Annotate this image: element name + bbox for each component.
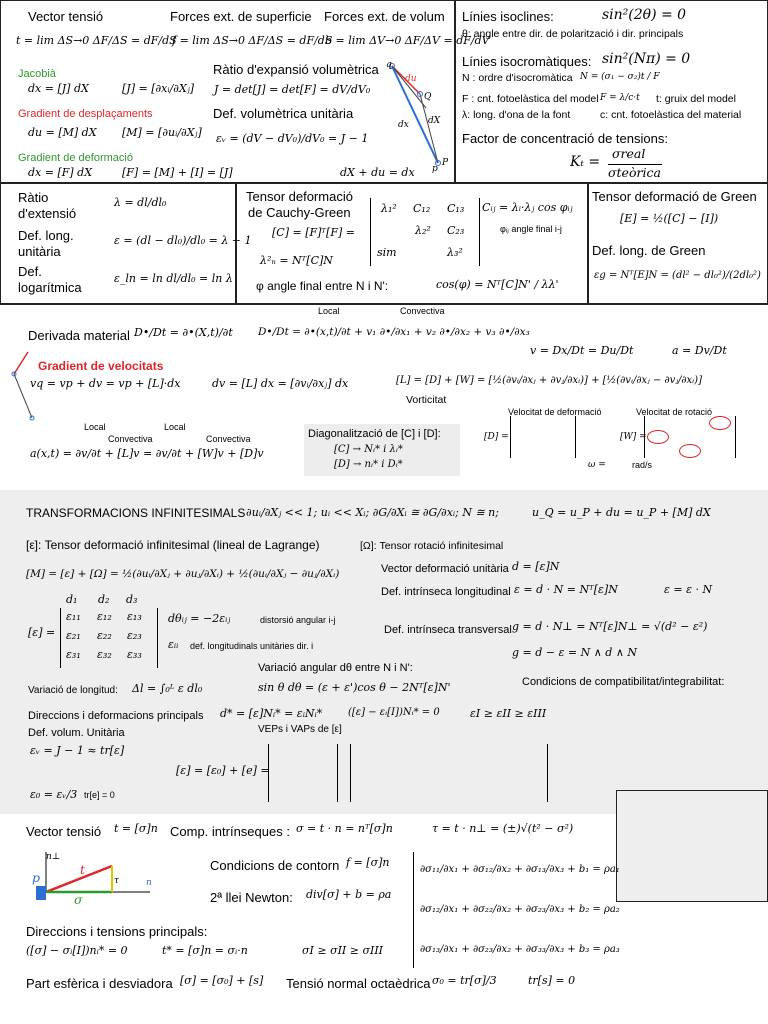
var-long-formula: Δl = ∫₀ᴸ ε dl₀ bbox=[132, 682, 203, 695]
isocromatiques-l3: λ: long. d'ona de la font bbox=[462, 109, 571, 121]
tensio-vector-label: Vector tensió bbox=[26, 824, 102, 839]
isoclines-formula: sin²(2θ) = 0 bbox=[602, 7, 687, 23]
def-vol-formula: εᵥ = J − 1 ≈ tr[ε] bbox=[30, 744, 125, 757]
material-formula-3: vq = vp + dv = vp + [L]·dx bbox=[30, 377, 181, 390]
stress-label-n: n bbox=[146, 878, 152, 888]
distorsio-formula: dθᵢⱼ = −2εᵢⱼ bbox=[168, 612, 231, 625]
def-int-formula: ε = d · N = Nᵀ[ε]N bbox=[514, 583, 618, 596]
matrix-cell: sim bbox=[377, 246, 397, 259]
compat-box bbox=[616, 790, 768, 902]
isocromatiques-l2f: F = λ/c·t bbox=[600, 93, 640, 103]
green-formula-1: [E] = ½([C] − [I]) bbox=[620, 212, 719, 225]
cauchy-green-angle-text: φ angle final entre N i N': bbox=[256, 279, 389, 293]
matrix-cell: ε₂₃ bbox=[127, 629, 142, 642]
eps0-matrix bbox=[268, 744, 338, 802]
diagram-Q-label: Q bbox=[424, 92, 432, 102]
eii-text: def. longitudinals unitàries dir. i bbox=[190, 641, 314, 651]
green-formula-2: εg = Nᵀ[E]N = (dl² − dl₀²)/(2dl₀²) bbox=[594, 270, 761, 281]
ratio-label-1b: d'extensió bbox=[18, 206, 77, 221]
forces-superficie-formula: f = lim ΔS→0 ΔF/ΔS = dF/dS bbox=[172, 34, 333, 47]
ratio-volumetrica-title: Ràtio d'expansió volumètrica bbox=[213, 62, 379, 77]
stress-label-sigma: σ bbox=[74, 892, 83, 907]
isocromatiques-l2: F : cnt. fotoelàstica del model bbox=[462, 93, 599, 105]
distorsio-text: distorsió angular i-j bbox=[260, 615, 336, 625]
g-vector: g = d − ε = N ∧ d ∧ N bbox=[512, 646, 637, 659]
octa-label: Tensió normal octaèdrica bbox=[286, 976, 431, 991]
ratio-label-3: Def. bbox=[18, 264, 42, 279]
transversal-label: Def. intrínseca transversal bbox=[384, 624, 512, 636]
eps0-formula: ε₀ = εᵥ/3 bbox=[30, 788, 78, 801]
dir-tens-formula-1: ([σ] − σᵢ[I])nᵢ* = 0 bbox=[26, 944, 128, 957]
diagram-q-label: q bbox=[386, 60, 392, 70]
equations-brace bbox=[413, 852, 416, 968]
d3-label: d₃ bbox=[126, 593, 138, 606]
dir-tens-formula-2: t* = [σ]n = σᵢ·n bbox=[162, 944, 248, 957]
omega-label: ω = bbox=[588, 460, 606, 470]
isocromatiques-l1: N : ordre d'isocromàtica bbox=[462, 72, 573, 84]
cauchy-green-phi-note: φᵢⱼ angle final i-j bbox=[500, 224, 562, 234]
eps-matrix bbox=[60, 608, 158, 668]
omega-title: [Ω]: Tensor rotació infinitesimal bbox=[360, 540, 504, 552]
matrix-cell: ε₃₁ bbox=[66, 648, 81, 661]
gradient-deformacio-formula-1: dx = [F] dX bbox=[28, 166, 93, 179]
cauchy-green-matrix bbox=[370, 198, 480, 266]
w-highlight bbox=[709, 416, 731, 430]
deviatoric-matrix bbox=[350, 744, 548, 802]
contorn-formula: f = [σ]n bbox=[346, 856, 390, 869]
gradient-deformacio-label: Gradient de deformació bbox=[18, 152, 133, 164]
diagram-dX-label: dX bbox=[428, 116, 441, 126]
gradient-desplacament-formula-1: du = [M] dX bbox=[28, 126, 97, 139]
stress-label-tau: τ bbox=[114, 876, 119, 886]
newton-formula: div[σ] + b = ρa bbox=[306, 888, 392, 901]
matrix-cell: ε₁₃ bbox=[127, 610, 142, 623]
contorn-label: Condicions de contorn bbox=[210, 858, 340, 873]
dir-tens-formula-3: σI ≥ σII ≥ σIII bbox=[302, 944, 384, 957]
infinitesimal-uQ: u_Q = u_P + du = u_P + [M] dX bbox=[532, 506, 711, 519]
material-local-label: Local bbox=[318, 306, 340, 316]
diagram-P-label: P bbox=[442, 158, 449, 168]
matrix-cell: C₁₃ bbox=[447, 202, 465, 215]
tensio-comp-formula-2: τ = t · n⊥ = (±)√(t² − σ²) bbox=[432, 822, 574, 835]
def-volumetrica-formula: εᵥ = (dV − dV₀)/dV₀ = J − 1 bbox=[216, 132, 369, 145]
octa-formula: σ₀ = tr[σ]/3 bbox=[432, 974, 497, 987]
diagram-sum-formula: dX + du = dx bbox=[340, 166, 415, 179]
d1-label: d₁ bbox=[66, 593, 78, 606]
W-matrix-label: [W] = bbox=[620, 432, 647, 442]
material-a: a = Dv/Dt bbox=[672, 344, 727, 357]
newton-label: 2ª llei Newton: bbox=[210, 890, 293, 905]
concentracio-num: σreal bbox=[612, 146, 646, 161]
accel-local-label-2: Local bbox=[164, 422, 186, 432]
eps-matrix-label: [ε] = bbox=[28, 626, 56, 639]
D-matrix-label: [D] = bbox=[484, 432, 509, 442]
material-formula-5: [L] = [D] + [W] = [½(∂vᵢ/∂xⱼ + ∂vⱼ/∂xᵢ)] + [½(∂vᵢ/∂xⱼ − ∂vⱼ/∂xᵢ)] bbox=[396, 375, 702, 386]
isocromatiques-l3b: c: cnt. fotoelàstica del material bbox=[600, 109, 742, 121]
material-label: Derivada material bbox=[28, 328, 130, 343]
var-long-label: Variació de longitud: bbox=[28, 685, 118, 696]
diagram-p-label: p bbox=[432, 164, 438, 174]
material-convectiva-label: Convectiva bbox=[400, 306, 445, 316]
var-ang-label: Variació angular dθ entre N i N': bbox=[258, 662, 413, 674]
matrix-cell: ε₂₂ bbox=[97, 629, 112, 642]
ratio-label-2: Def. long. bbox=[18, 228, 74, 243]
isoclines-desc: θ: angle entre dir. de polarització i dir. principals bbox=[462, 28, 684, 40]
accel-convectiva-label-2: Convectiva bbox=[206, 434, 251, 444]
newton-eq-2: ∂σ₁₂/∂x₁ + ∂σ₂₂/∂x₂ + ∂σ₂₃/∂x₃ + b₂ = ρa₂ bbox=[420, 904, 620, 915]
W-matrix bbox=[644, 416, 736, 458]
dir-def-formula-3: εI ≥ εII ≥ εIII bbox=[470, 707, 547, 720]
gradient-desplacament-label: Gradient de desplaçaments bbox=[18, 108, 153, 120]
tr-e: tr[e] = 0 bbox=[84, 790, 115, 800]
gradient-deformacio-formula-2: [F] = [M] + [I] = [J] bbox=[122, 166, 233, 179]
forces-volum-title: Forces ext. de volum bbox=[324, 9, 445, 24]
green-sub: Def. long. de Green bbox=[592, 243, 706, 258]
diagram-dx-label: dx bbox=[398, 120, 409, 130]
eii-formula: εᵢᵢ bbox=[168, 638, 179, 651]
compat-label: Condicions de compatibilitat/integrabilitat: bbox=[522, 676, 725, 688]
matrix-cell: C₁₂ bbox=[413, 202, 431, 215]
matrix-cell: λ₁² bbox=[381, 202, 397, 215]
trs-formula: tr[s] = 0 bbox=[528, 974, 576, 987]
def-int-label: Def. intrínseca longitudinal bbox=[381, 586, 511, 598]
accel-convectiva-label: Convectiva bbox=[108, 434, 153, 444]
cauchy-green-title: Tensor deformació bbox=[246, 189, 353, 204]
concentracio-den: σteòrica bbox=[608, 165, 661, 180]
ratio-formula-1: λ = dl/dl₀ bbox=[114, 196, 167, 209]
rads-label: rad/s bbox=[632, 460, 653, 470]
var-ang-formula: sin θ dθ = (ε + ε')cos θ − 2Nᵀ[ε]N' bbox=[258, 681, 451, 694]
material-formula-4: dv = [L] dx = [∂vᵢ/∂xⱼ] dx bbox=[212, 377, 349, 390]
ratio-label-2b: unitària bbox=[18, 244, 61, 259]
dir-def-label: Direccions i deformacions principals bbox=[28, 710, 204, 722]
def-vol-label: Def. volum. Unitària bbox=[28, 727, 125, 739]
tensio-comp-label: Comp. intrínseques : bbox=[170, 824, 290, 839]
cauchy-green-lambdaN: λ²ₙ = Nᵀ[C]N bbox=[260, 254, 333, 267]
ratio-label-3b: logarítmica bbox=[18, 280, 82, 295]
ratio-formula-2: ε = (dl − dl₀)/dl₀ = λ − 1 bbox=[114, 234, 252, 247]
tensio-comp-formula-1: σ = t · n = nᵀ[σ]n bbox=[296, 822, 393, 835]
tensio-vector-formula: t = [σ]n bbox=[114, 822, 158, 835]
matrix-cell: λ₂² bbox=[415, 224, 431, 237]
green-title: Tensor deformació de Green bbox=[592, 189, 757, 204]
vel-rot-label: Velocitat de rotació bbox=[636, 407, 713, 417]
material-formula-2: D•/Dt = ∂•(x,t)/∂t + v₁ ∂•/∂x₁ + v₂ ∂•/∂x₂ + v₃ ∂•/∂x₃ bbox=[258, 326, 530, 338]
vec-def-label: Vector deformació unitària bbox=[381, 563, 509, 575]
accel-formula: a(x,t) = ∂v/∂t + [L]v = ∂v/∂t + [W]v + [D]v bbox=[30, 447, 264, 460]
jacobia-label: Jacobià bbox=[18, 68, 56, 80]
matrix-cell: λ₃² bbox=[447, 246, 463, 259]
stress-label-n-perp: n⊥ bbox=[46, 852, 61, 862]
vec-def-formula: d = [ε]N bbox=[512, 560, 560, 573]
matrix-cell: ε₂₁ bbox=[66, 629, 81, 642]
gradient-desplacament-formula-2: [M] = [∂uᵢ/∂Xⱼ] bbox=[122, 126, 202, 139]
infinitesimal-cond: ∂uᵢ/∂Xⱼ << 1; uᵢ << Xᵢ; ∂G/∂Xᵢ ≅ ∂G/∂xᵢ; N ≅ n; bbox=[246, 506, 499, 519]
d2-label: d₂ bbox=[98, 593, 110, 606]
vector-tensio-title: Vector tensió bbox=[28, 9, 104, 24]
concentracio-title: Factor de concentració de tensions: bbox=[462, 131, 668, 146]
isoclines-title: Línies isoclines: bbox=[462, 9, 554, 24]
stress-label-t: t bbox=[80, 862, 86, 877]
ratio-formula-3: ε_ln = ln dl/dl₀ = ln λ bbox=[114, 272, 233, 285]
newton-eq-3: ∂σ₁₃/∂x₁ + ∂σ₂₃/∂x₂ + ∂σ₃₃/∂x₃ + b₃ = ρa₃ bbox=[420, 944, 620, 955]
isocromatiques-l2b: t: gruix del model bbox=[656, 93, 736, 105]
cauchy-green-formula-1: [C] = [F]ᵀ[F] = bbox=[272, 226, 355, 239]
ratio-label-1: Ràtio bbox=[18, 190, 49, 205]
w-highlight bbox=[647, 430, 669, 444]
transversal-formula: g = d · N⊥ = Nᵀ[ε]N⊥ = √(d² − ε²) bbox=[512, 620, 708, 633]
diag-1: [C] → Nᵢ* i λᵢ* bbox=[334, 444, 403, 455]
decomp-formula: [ε] = [ε₀] + [e] = bbox=[176, 764, 270, 777]
dir-def-formula: d* = [ε]Nᵢ* = εᵢNᵢ* bbox=[220, 707, 323, 720]
isocromatiques-formula: sin²(Nπ) = 0 bbox=[602, 51, 691, 67]
dir-def-formula-2: ([ε] − εᵢ[I])Nᵢ* = 0 bbox=[348, 707, 440, 718]
def-volumetrica-label: Def. volumètrica unitària bbox=[213, 106, 354, 121]
cauchy-green-angle-formula: cos(φ) = Nᵀ[C]N' / λλ' bbox=[436, 278, 559, 291]
stress-label-p: p bbox=[32, 870, 41, 885]
D-matrix bbox=[510, 416, 576, 458]
diagram-du-label: du bbox=[405, 74, 417, 84]
vector-tensio-formula: t = lim ΔS→0 ΔF/ΔS = dF/dS bbox=[16, 34, 177, 47]
forces-superficie-title: Forces ext. de superficie bbox=[170, 9, 312, 24]
def-int-formula-2: ε = ε · N bbox=[664, 583, 713, 596]
newton-eq-1: ∂σ₁₁/∂x₁ + ∂σ₁₂/∂x₂ + ∂σ₁₃/∂x₃ + b₁ = ρa₁ bbox=[420, 864, 620, 875]
isocromatiques-l1f: N = (σ₁ − σ₂)t / F bbox=[580, 72, 660, 82]
infinitesimal-title: TRANSFORMACIONS INFINITESIMALS bbox=[26, 506, 246, 520]
material-formula-1: D•/Dt = ∂•(X,t)/∂t bbox=[134, 326, 233, 339]
accel-local-label: Local bbox=[84, 422, 106, 432]
M-formula: [M] = [ε] + [Ω] = ½(∂uᵢ/∂Xⱼ + ∂uⱼ/∂Xᵢ) + ½(∂uᵢ/∂Xⱼ − ∂uⱼ/∂Xᵢ) bbox=[26, 568, 340, 580]
eps-title: [ε]: Tensor deformació infinitesimal (lineal de Lagrange) bbox=[26, 538, 320, 552]
matrix-cell: ε₁₁ bbox=[66, 610, 81, 623]
esferica-label: Part esfèrica i desviadora bbox=[26, 976, 173, 991]
diag-title: Diagonalització de [C] i [D]: bbox=[308, 428, 441, 440]
jacobia-formula-1: dx = [J] dX bbox=[28, 82, 89, 95]
isocromatiques-title: Línies isocromàtiques: bbox=[462, 54, 592, 69]
cauchy-green-cij: Cᵢⱼ = λᵢ·λⱼ cos φᵢⱼ bbox=[482, 201, 573, 214]
esferica-formula: [σ] = [σ₀] + [s] bbox=[180, 974, 264, 987]
diag-2: [D] → nᵢ* i Dᵢ* bbox=[334, 459, 403, 470]
matrix-cell: ε₃₃ bbox=[127, 648, 142, 661]
w-highlight bbox=[679, 444, 701, 458]
matrix-cell: ε₁₂ bbox=[97, 610, 112, 623]
gradvel-label: Gradient de velocitats bbox=[38, 359, 164, 373]
matrix-cell: C₂₃ bbox=[447, 224, 465, 237]
vel-def-label: Velocitat de deformació bbox=[508, 407, 602, 417]
jacobia-formula-2: [J] = [∂xᵢ/∂Xⱼ] bbox=[122, 82, 195, 95]
forces-volum-formula: b = lim ΔV→0 ΔF/ΔV = dF/dV bbox=[325, 34, 490, 47]
material-v: v = Dx/Dt = Du/Dt bbox=[530, 344, 634, 357]
vaps-label: VEPs i VAPs de [ε] bbox=[258, 724, 342, 735]
dir-tens-label: Direccions i tensions principals: bbox=[26, 924, 208, 939]
matrix-cell: ε₃₂ bbox=[97, 648, 112, 661]
ratio-volumetrica-formula: J = det[J] = det[F] = dV/dV₀ bbox=[214, 83, 371, 96]
concentracio-lhs: Kₜ = bbox=[570, 154, 601, 170]
vorticitat-label: Vorticitat bbox=[406, 394, 447, 406]
cauchy-green-title-2: de Cauchy-Green bbox=[248, 205, 351, 220]
